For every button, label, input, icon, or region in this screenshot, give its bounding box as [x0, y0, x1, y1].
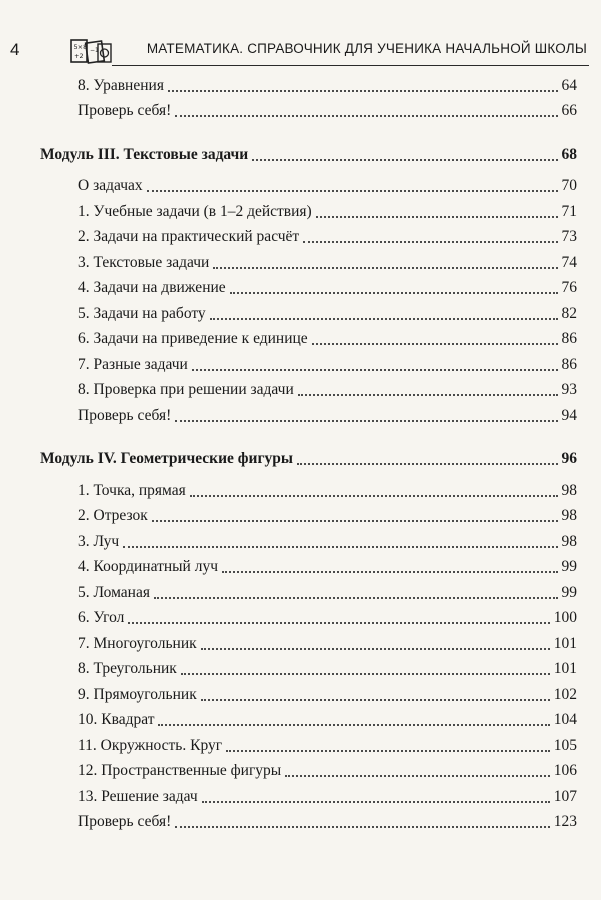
toc-entry[interactable] [0, 580, 601, 606]
toc-entry-label: 5. Ломаная [78, 583, 150, 601]
toc-entry-label: 7. Разные задачи [78, 355, 188, 373]
svg-text:−1: −1 [90, 47, 99, 54]
toc-entry-label: 2. Задачи на практический расчёт [78, 228, 300, 246]
dot-leader [201, 699, 550, 701]
module-page: 96 [561, 450, 577, 468]
svg-text:+2: +2 [74, 52, 84, 60]
toc-entry[interactable] [0, 784, 601, 810]
dot-leader [175, 826, 550, 828]
toc-entry[interactable] [0, 174, 601, 200]
toc-entry-page: 71 [561, 202, 577, 220]
toc-entry-label: 6. Задачи на приведение к единице [78, 330, 308, 348]
toc-entry[interactable] [0, 225, 601, 251]
dot-leader [222, 571, 558, 573]
dot-leader [168, 90, 558, 92]
toc-entry[interactable] [0, 555, 601, 581]
toc-entry-page: 73 [561, 228, 577, 246]
toc-entry-label: 8. Проверка при решении задачи [78, 381, 294, 399]
toc-module-heading[interactable] [0, 142, 601, 168]
toc-entry-page: 101 [553, 634, 577, 652]
toc-entry-page: 107 [553, 787, 577, 805]
books-numbers-icon [68, 38, 114, 64]
toc-entry-page: 101 [553, 660, 577, 678]
toc-entry-page: 70 [561, 177, 577, 195]
toc-entry-label: 1. Точка, прямая [78, 481, 186, 499]
dot-leader [201, 648, 550, 650]
toc-entry-page: 82 [561, 304, 577, 322]
dot-leader [147, 190, 558, 192]
toc-module-heading[interactable] [0, 447, 601, 473]
toc-entry-label: 8. Уравнения [78, 76, 164, 94]
dot-leader [226, 750, 550, 752]
toc-entry-label: Проверь себя! [78, 102, 172, 120]
toc-entry[interactable] [0, 657, 601, 683]
dot-leader [298, 394, 558, 396]
dot-leader [285, 775, 550, 777]
module-title: Модуль III. Текстовые задачи [40, 145, 249, 163]
toc-entry-label: 11. Окружность. Круг [78, 736, 223, 754]
toc-entry[interactable] [0, 733, 601, 759]
dot-leader [252, 159, 557, 161]
toc-entry-label: 10. Квадрат [78, 711, 155, 729]
table-of-contents [0, 73, 601, 835]
dot-leader [202, 801, 550, 803]
toc-entry-page: 64 [561, 76, 577, 94]
toc-entry[interactable] [0, 631, 601, 657]
toc-entry-page: 99 [561, 583, 577, 601]
toc-entry-label: 1. Учебные задачи (в 1–2 действия) [78, 202, 312, 220]
dot-leader [158, 724, 549, 726]
toc-entry-page: 74 [561, 253, 577, 271]
toc-entry-label: 4. Задачи на движение [78, 279, 226, 297]
toc-entry[interactable] [0, 99, 601, 125]
dot-leader [303, 241, 557, 243]
toc-entry-label: 2. Отрезок [78, 507, 148, 525]
toc-entry-label: 8. Треугольник [78, 660, 177, 678]
module-page: 68 [561, 145, 577, 163]
toc-entry-page: 100 [553, 609, 577, 627]
dot-leader [192, 369, 558, 371]
toc-entry-page: 86 [561, 355, 577, 373]
dot-leader [154, 597, 558, 599]
dot-leader [297, 463, 558, 465]
toc-entry[interactable] [0, 504, 601, 530]
toc-entry-label: О задачах [78, 177, 143, 195]
toc-entry-page: 86 [561, 330, 577, 348]
toc-entry[interactable] [0, 250, 601, 276]
toc-entry-label: Проверь себя! [78, 813, 172, 831]
toc-entry-page: 98 [561, 532, 577, 550]
toc-entry-label: 3. Луч [78, 532, 120, 550]
dot-leader [152, 520, 558, 522]
header-divider [112, 65, 589, 66]
toc-entry[interactable] [0, 810, 601, 836]
toc-entry[interactable] [0, 276, 601, 302]
toc-entry[interactable] [0, 606, 601, 632]
page-number: 4 [10, 40, 20, 59]
toc-entry[interactable] [0, 759, 601, 785]
toc-entry[interactable] [0, 327, 601, 353]
toc-entry-label: 7. Многоугольник [78, 634, 197, 652]
dot-leader [175, 420, 557, 422]
dot-leader [123, 546, 557, 548]
dot-leader [312, 343, 558, 345]
toc-entry-label: 3. Текстовые задачи [78, 253, 210, 271]
toc-entry-page: 94 [561, 406, 577, 424]
toc-entry-label: 9. Прямоугольник [78, 685, 197, 703]
toc-entry[interactable] [0, 708, 601, 734]
toc-entry[interactable] [0, 199, 601, 225]
toc-entry-page: 98 [561, 481, 577, 499]
toc-entry-page: 98 [561, 507, 577, 525]
toc-entry-label: 5. Задачи на работу [78, 304, 206, 322]
toc-entry-page: 123 [553, 813, 577, 831]
book-title: МАТЕМАТИКА. СПРАВОЧНИК ДЛЯ УЧЕНИКА НАЧАЛЬНОЙ ШКОЛЫ [146, 41, 587, 56]
svg-text:5×8: 5×8 [73, 43, 88, 51]
dot-leader [210, 318, 558, 320]
dot-leader [213, 267, 557, 269]
toc-entry[interactable] [0, 352, 601, 378]
toc-entry[interactable] [0, 529, 601, 555]
toc-entry-page: 99 [561, 558, 577, 576]
dot-leader [181, 673, 550, 675]
dot-leader [128, 622, 549, 624]
toc-entry-label: 12. Пространственные фигуры [78, 762, 282, 780]
toc-entry-page: 66 [561, 102, 577, 120]
dot-leader [316, 216, 558, 218]
toc-entry[interactable] [0, 378, 601, 404]
toc-entry[interactable] [0, 403, 601, 429]
toc-entry[interactable] [0, 73, 601, 99]
toc-entry-page: 76 [561, 279, 577, 297]
dot-leader [230, 292, 558, 294]
toc-entry-label: Проверь себя! [78, 406, 172, 424]
toc-entry[interactable] [0, 682, 601, 708]
toc-entry-page: 104 [553, 711, 577, 729]
dot-leader [190, 495, 558, 497]
toc-entry[interactable] [0, 301, 601, 327]
toc-entry[interactable] [0, 478, 601, 504]
toc-entry-label: 13. Решение задач [78, 787, 198, 805]
toc-entry-page: 102 [553, 685, 577, 703]
toc-entry-page: 106 [553, 762, 577, 780]
dot-leader [175, 115, 557, 117]
toc-entry-page: 93 [561, 381, 577, 399]
toc-entry-page: 105 [553, 736, 577, 754]
module-title: Модуль IV. Геометрические фигуры [40, 450, 293, 468]
toc-entry-label: 6. Угол [78, 609, 125, 627]
page-header [0, 0, 601, 70]
toc-entry-label: 4. Координатный луч [78, 558, 218, 576]
